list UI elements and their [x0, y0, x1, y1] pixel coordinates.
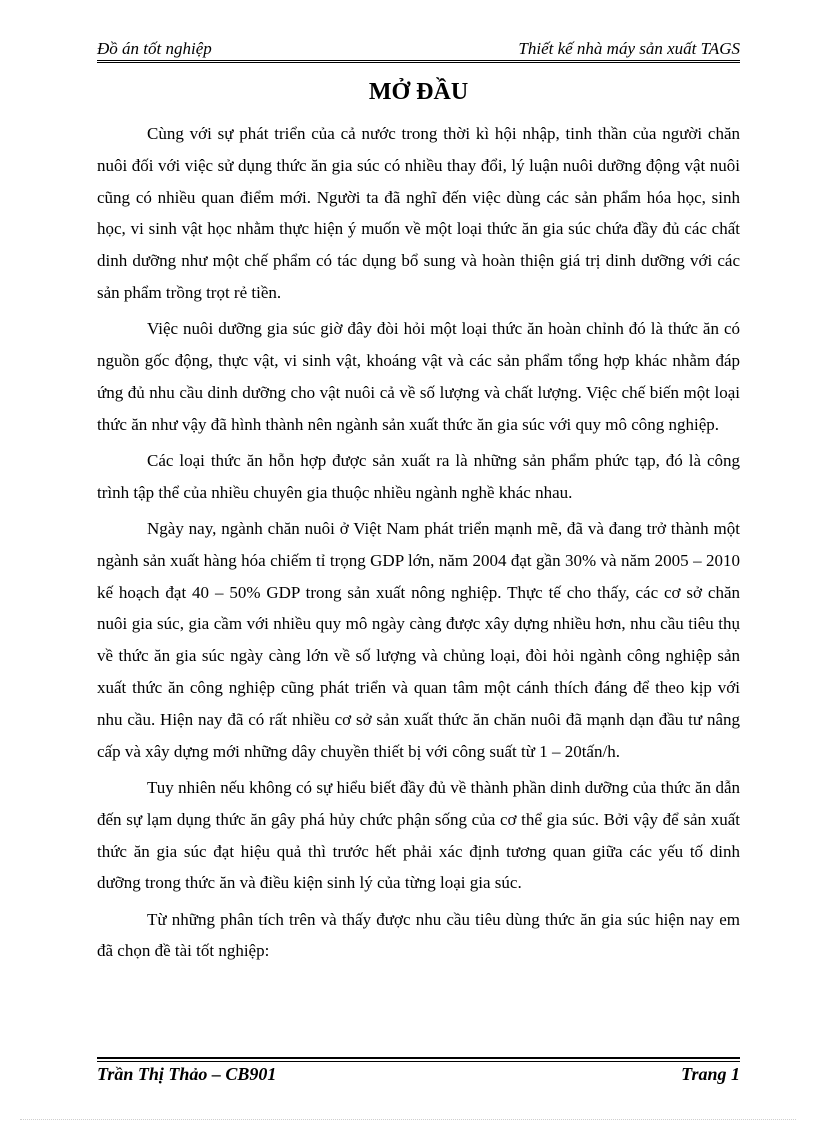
footer-divider — [97, 1057, 740, 1059]
footer-page-number: Trang 1 — [681, 1064, 740, 1084]
paragraph-3: Các loại thức ăn hỗn hợp được sản xuất ra là những sản phẩm phức tạp, đó là công trình tập thể của nhiều chuyên gia thuộc nhiều ngành nghề khác nhau. — [97, 450, 740, 502]
page-header — [97, 36, 740, 61]
paragraph-1: Cùng với sự phát triển của cả nước trong thời kì hội nhập, tinh thần của người chăn nuôi đối với việc sử dụng thức ăn gia súc có nhiều thay đổi, lý luận nuôi dưỡng động vật nuôi cũng có nhiều quan điểm mới. Người ta đã nghĩ đến việc dùng các sản phẩm hóa học, sinh học, vi sinh vật học nhằm thực hiện ý muốn về một loại thức ăn gia súc chứa đầy đủ các chất dinh dưỡng như một chế phẩm có tác dụng bổ sung và hoàn thiện giá trị dinh dưỡng với các sản phẩm trồng trọt rẻ tiền. — [97, 124, 740, 302]
paragraph-6: Từ những phân tích trên và thấy được nhu cầu tiêu dùng thức ăn gia súc hiện nay em đã chọn đề tài tốt nghiệp: — [97, 909, 740, 961]
header-right-text: Thiết kế nhà máy sản xuất TAGS — [518, 39, 740, 58]
document-title: MỞ ĐẦU — [368, 79, 469, 105]
footer-author: Trần Thị Thảo – CB901 — [97, 1064, 277, 1084]
document-body — [97, 118, 740, 972]
paragraph-2: Việc nuôi dưỡng gia súc giờ đây đòi hỏi một loại thức ăn hoàn chỉnh đó là thức ăn có nguồn gốc động, thực vật, vi sinh vật, khoáng vật và các sản phẩm tổng hợp khác nhằm đáp ứng đủ nhu cầu dinh dưỡng cho vật nuôi cả về số lượng và chất lượng. Việc chế biến một loại thức ăn như vậy đã hình thành nên ngành sản xuất thức ăn gia súc với quy mô công nghiệp. — [97, 319, 740, 434]
paragraph-4: Ngày nay, ngành chăn nuôi ở Việt Nam phát triển mạnh mẽ, đã và đang trở thành một ngành sản xuất hàng hóa chiếm tỉ trọng GDP lớn, năm 2004 đạt gần 30% và năm 2005 – 2010 kế hoạch đạt 40 – 50% GDP trong sản xuất nông nghiệp. Thực tế cho thấy, các cơ sở chăn nuôi gia súc, gia cầm với nhiều quy mô ngày càng được xây dựng nhiều hơn, nhu cầu tiêu thụ về thức ăn gia súc ngày càng lớn về số lượng và chủng loại, đòi hỏi ngành công nghiệp sản xuất thức ăn công nghiệp cũng phát triển và quan tâm một cánh thích đáng để theo kịp với nhu cầu. Hiện nay đã có rất nhiều cơ sở sản xuất thức ăn chăn nuôi đã mạnh dạn đầu tư nâng cấp và xây dựng mới những dây chuyền thiết bị với công suất từ 1 – 20tấn/h. — [97, 519, 740, 761]
page-footer — [97, 1062, 740, 1086]
page-bottom-edge — [20, 1119, 796, 1120]
header-left-text: Đồ án tốt nghiệp — [97, 39, 212, 58]
paragraph-5: Tuy nhiên nếu không có sự hiểu biết đầy đủ về thành phần dinh dưỡng của thức ăn dẫn đến sự lạm dụng thức ăn gây phá hủy chức phận sống của cơ thể gia súc. Bởi vậy để sản xuất thức ăn gia súc đạt hiệu quả thì trước hết phải xác định tương quan giữa các yếu tố dinh dưỡng trong thức ăn và điều kiện sinh lý của từng loại gia súc. — [97, 777, 740, 893]
